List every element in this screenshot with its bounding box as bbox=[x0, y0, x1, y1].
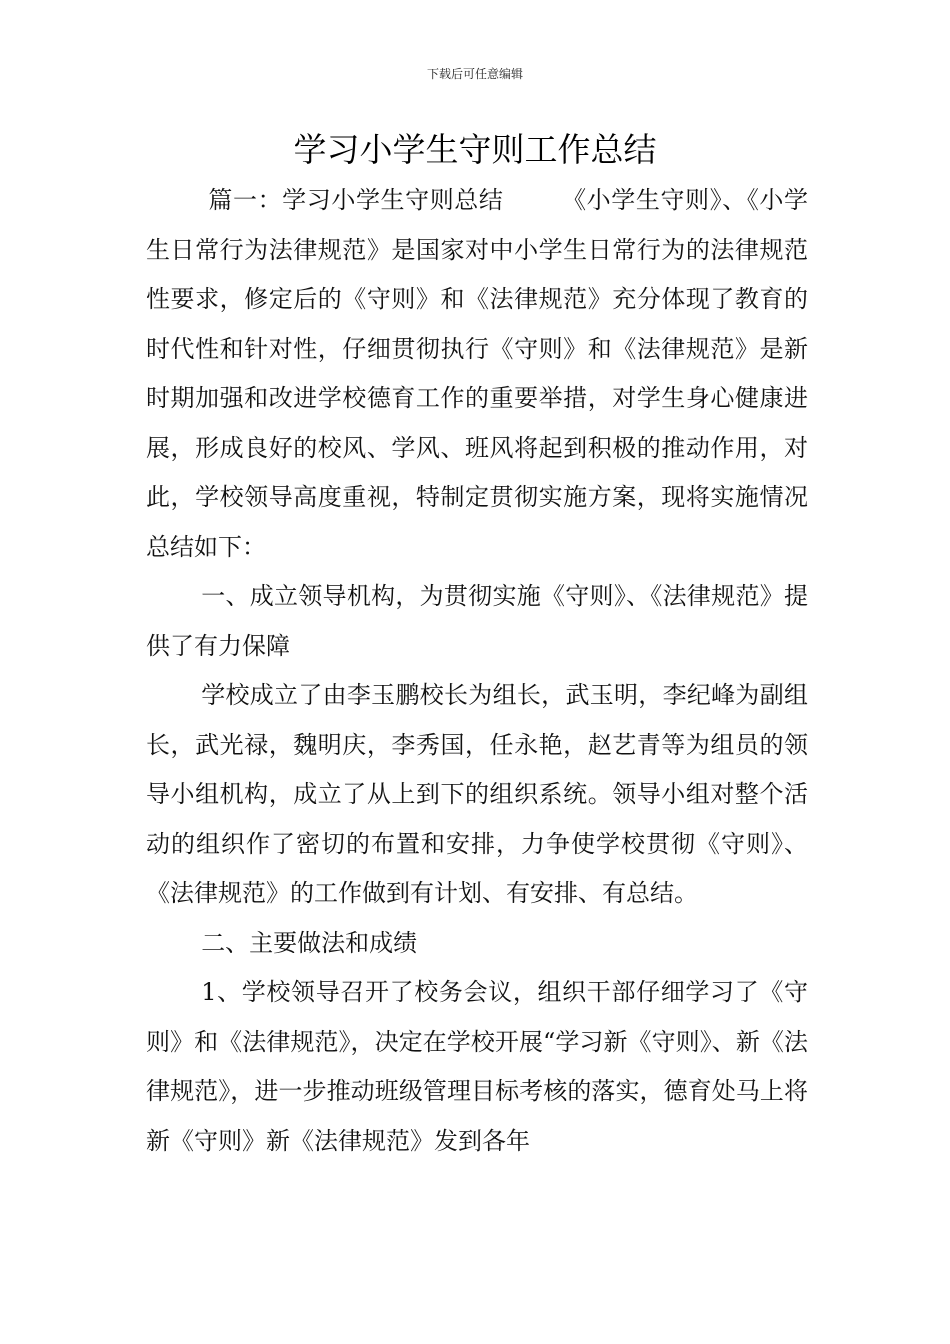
section-heading-1: 一、成立领导机构，为贯彻实施《守则》、《法律规范》提供了有力保障 bbox=[146, 582, 808, 660]
document-body bbox=[146, 176, 808, 1166]
paragraph-intro-lead: 篇一：学习小学生守则总结 bbox=[208, 186, 504, 214]
paragraph-intro-text: 《小学生守则》、《小学生日常行为法律规范》是国家对中小学生日常行为的法律规范性要求，修定后的《守则》和《法律规范》充分体现了教育的时代性和针对性，仔细贯彻执行《守则》和《法律规范》是新时期加强和改进学校德育工作的重要举措，对学生身心健康进展，形成良好的校风、学风、班风将起到积极的推动作用，对此，学校领导高度重视，特制定贯彻实施方案，现将实施情况总结如下： bbox=[146, 186, 809, 561]
paragraph-intro bbox=[146, 176, 808, 572]
section-heading-2: 二、主要做法和成绩 bbox=[201, 928, 418, 957]
paragraph-leadership: 学校成立了由李玉鹏校长为组长，武玉明，李纪峰为副组长，武光禄，魏明庆，李秀国，任永艳，赵艺青等为组员的领导小组机构，成立了从上到下的组织系统。领导小组对整个活动的组织作了密切的布置和安排，力争使学校贯彻《守则》、《法律规范》的工作做到有计划、有安排、有总结。 bbox=[146, 681, 808, 907]
paragraph-item-1: 1、学校领导召开了校务会议，组织干部仔细学习了《守则》和《法律规范》，决定在学校开展“学习新《守则》、新《法律规范》，进一步推动班级管理目标考核的落实，德育处马上将新《守则》新《法律规范》发到各年 bbox=[146, 978, 808, 1155]
page-header-note: 下载后可任意编辑 bbox=[426, 67, 523, 81]
document-title: 学习小学生守则工作总结 bbox=[293, 130, 657, 169]
